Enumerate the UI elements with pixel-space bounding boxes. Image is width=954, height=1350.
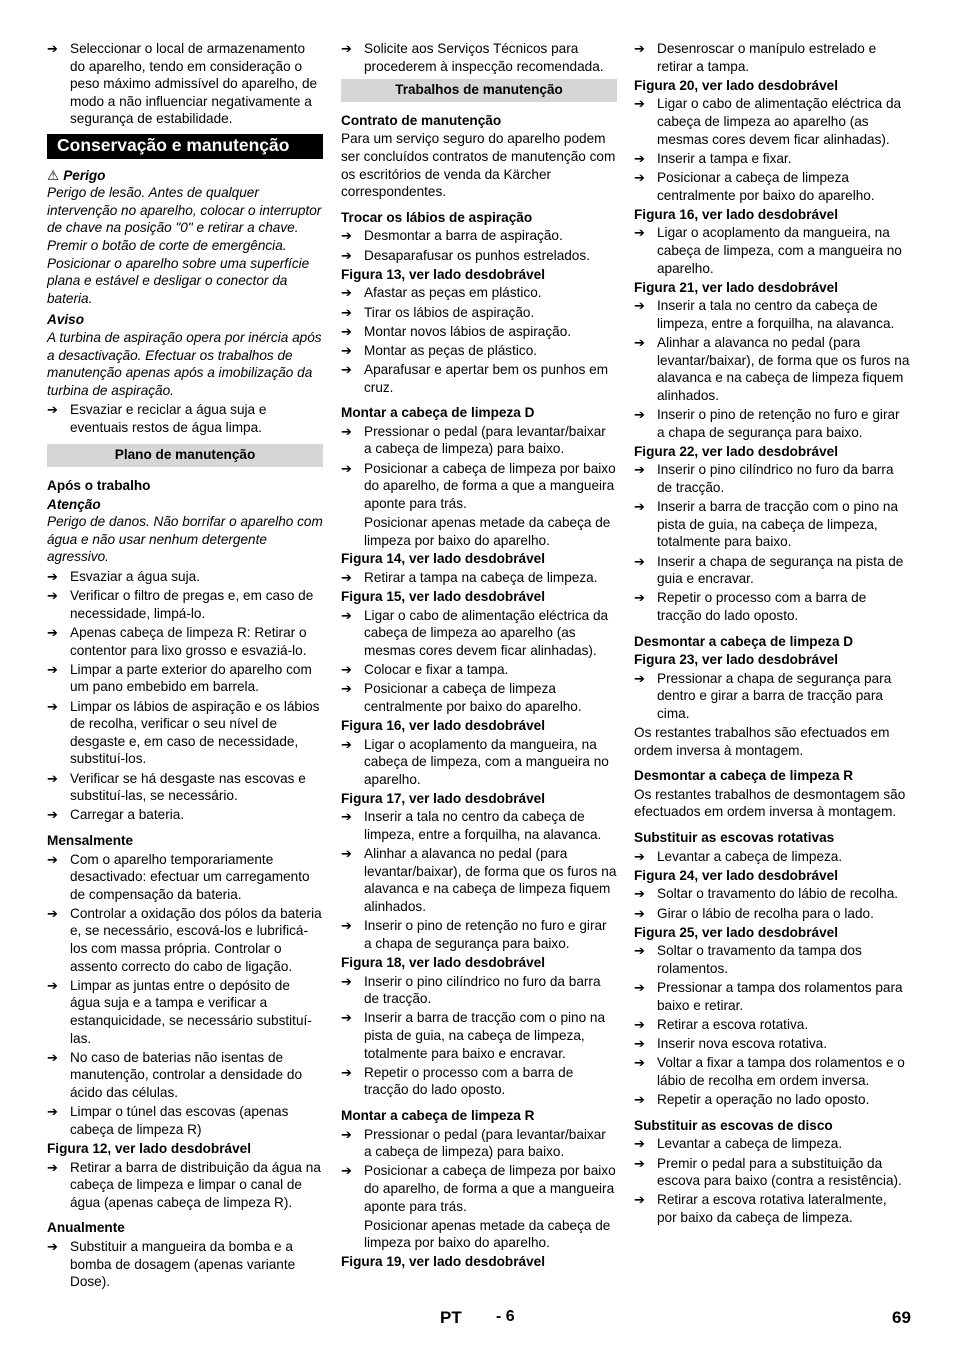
list-item: ➔ Retirar a escova rotativa. xyxy=(634,1016,910,1034)
list-item: ➔ Premir o pedal para a substituição da escova para baixo (contra a resistência). xyxy=(634,1155,910,1190)
figure-ref: Figura 24, ver lado desdobrável xyxy=(634,867,838,883)
list-item: ➔ Tirar os lábios de aspiração. xyxy=(341,304,617,322)
list-item: ➔ Desmontar a barra de aspiração. xyxy=(341,227,617,245)
warning-label: Perigo xyxy=(63,167,106,183)
list-item: ➔ Inserir a barra de tracção com o pino na pista de guia, na cabeça de limpeza, totalmente para baixo e encravar. xyxy=(341,1009,617,1062)
section-title: Conservação e manutenção xyxy=(47,134,323,159)
list-item: ➔ Com o aparelho temporariamente desactivado: efectuar um carregamento de compensação da bateria. xyxy=(47,851,323,904)
list-item: ➔ Inserir a tala no centro da cabeça de limpeza, entre a forquilha, na alavanca. xyxy=(341,808,617,843)
figure-ref: Figura 23, ver lado desdobrável xyxy=(634,652,838,668)
list-item: ➔ Inserir a tampa e fixar. xyxy=(634,150,910,168)
list-item: ➔ Ligar o acoplamento da mangueira, na cabeça de limpeza, com a mangueira no aparelho. xyxy=(634,224,910,277)
list-item: ➔ Substituir a mangueira da bomba e a bomba de dosagem (apenas variante Dose). xyxy=(47,1238,323,1291)
list-item: ➔ Soltar o travamento da tampa dos rolamentos. xyxy=(634,942,910,977)
heading: Desmontar a cabeça de limpeza R xyxy=(634,768,854,784)
list-item: ➔ Repetir o processo com a barra de tracção do lado oposto. xyxy=(341,1064,617,1099)
figure-ref: Figura 16, ver lado desdobrável xyxy=(634,206,838,222)
list-item: ➔ Inserir o pino cilíndrico no furo da barra de tracção. xyxy=(634,461,910,496)
list-item: ➔ Inserir o pino de retenção no furo e girar a chapa de segurança para baixo. xyxy=(634,406,910,441)
column-left xyxy=(47,40,323,1292)
list-item: ➔ Inserir o pino cilíndrico no furo da barra de tracção. xyxy=(341,973,617,1008)
list-item: ➔ Girar o lábio de recolha para o lado. xyxy=(634,905,910,923)
figure-ref: Figura 15, ver lado desdobrável xyxy=(341,588,545,604)
list-item: ➔ Inserir nova escova rotativa. xyxy=(634,1035,910,1053)
list-item: ➔ Apenas cabeça de limpeza R: Retirar o contentor para lixo grosso e esvaziá-lo. xyxy=(47,624,323,659)
list-item: ➔ Colocar e fixar a tampa. xyxy=(341,661,617,679)
caution-text: Perigo de danos. Não borrifar o aparelho com água e não usar nenhum detergente agressivo. xyxy=(47,514,323,565)
list-item: ➔ Inserir o pino de retenção no furo e girar a chapa de segurança para baixo. xyxy=(341,917,617,952)
subsection-title: Plano de manutenção xyxy=(47,444,323,467)
list-item: ➔ Ligar o cabo de alimentação eléctrica da cabeça de limpeza ao aparelho (as mesmas cores devem ficar alinhadas). xyxy=(341,607,617,660)
list-continuation: Posicionar apenas metade da cabeça de limpeza por baixo do aparelho. xyxy=(364,515,611,548)
list-item: ➔ Pressionar a tampa dos rolamentos para baixo e retirar. xyxy=(634,979,910,1014)
heading: Montar a cabeça de limpeza D xyxy=(341,405,535,421)
figure-ref: Figura 17, ver lado desdobrável xyxy=(341,790,545,806)
heading: Contrato de manutenção xyxy=(341,112,502,128)
list-item: ➔ No caso de baterias não isentas de manutenção, controlar a densidade do ácido das células. xyxy=(47,1049,323,1102)
figure-ref: Figura 16, ver lado desdobrável xyxy=(341,717,545,733)
list-item: ➔ Voltar a fixar a tampa dos rolamentos e o lábio de recolha em ordem inversa. xyxy=(634,1054,910,1089)
figure-ref: Figura 21, ver lado desdobrável xyxy=(634,279,838,295)
list-item: ➔ Solicite aos Serviços Técnicos para procederem à inspecção recomendada. xyxy=(341,40,617,75)
list-item: ➔ Retirar a tampa na cabeça de limpeza. xyxy=(341,569,617,587)
list-item: ➔ Desaparafusar os punhos estrelados. xyxy=(341,247,617,265)
list-item: ➔ Pressionar a chapa de segurança para dentro e girar a barra de tracção para cima. xyxy=(634,670,910,723)
list-item: ➔ Carregar a bateria. xyxy=(47,806,323,824)
list-item: ➔ Seleccionar o local de armazenamento do aparelho, tendo em consideração o peso máximo admissível do aparelho, de modo a não influenciar negativamente a segurança de estabilidade. xyxy=(47,40,323,128)
list-item: ➔ Repetir a operação no lado oposto. xyxy=(634,1091,910,1109)
heading: Mensalmente xyxy=(47,832,134,848)
notice-text: A turbina de aspiração opera por inércia após a desactivação. Efectuar os trabalhos de manutenção apenas após a imobilização da turbina de aspiração. xyxy=(47,329,322,398)
figure-ref: Figura 19, ver lado desdobrável xyxy=(341,1253,545,1269)
heading: Substituir as escovas rotativas xyxy=(634,830,835,846)
list-item: ➔ Pressionar o pedal (para levantar/baixar a cabeça de limpeza) para baixo. xyxy=(341,1126,617,1161)
list-item: ➔ Controlar a oxidação dos pólos da bateria e, se necessário, escová-los e lubrificá-los com massa própria. Controlar o assento correcto do cabo de ligação. xyxy=(47,905,323,975)
list-item: ➔ Limpar as juntas entre o depósito de água suja e a tampa e verificar a estanquicidade, se necessário substituí-las. xyxy=(47,977,323,1047)
column-middle xyxy=(341,40,617,1271)
list-item: ➔ Desenroscar o manípulo estrelado e retirar a tampa. xyxy=(634,40,910,75)
figure-ref: Figura 25, ver lado desdobrável xyxy=(634,924,838,940)
column-right xyxy=(634,40,910,1228)
heading: Trocar os lábios de aspiração xyxy=(341,209,533,225)
list-item: ➔ Posicionar a cabeça de limpeza centralmente por baixo do aparelho. xyxy=(634,169,910,204)
figure-ref: Figura 13, ver lado desdobrável xyxy=(341,266,545,282)
paragraph: Para um serviço seguro do aparelho podem ser concluídos contratos de manutenção com os escritórios de venda da Kärcher correspondentes. xyxy=(341,131,616,200)
list-item: ➔ Aparafusar e apertar bem os punhos em cruz. xyxy=(341,361,617,396)
list-item: ➔ Limpar os lábios de aspiração e os lábios de recolha, verificar o seu nível de desgaste e, em caso de necessidade, substituí-los. xyxy=(47,698,323,768)
list-item: ➔ Levantar a cabeça de limpeza. xyxy=(634,1135,910,1153)
figure-ref: Figura 12, ver lado desdobrável xyxy=(47,1140,251,1156)
heading: Substituir as escovas de disco xyxy=(634,1117,833,1133)
list-item: ➔ Alinhar a alavanca no pedal (para levantar/baixar), de forma que os furos na alavanca e na cabeça de limpeza fiquem alinhados. xyxy=(341,845,617,915)
list-item: ➔ Verificar o filtro de pregas e, em caso de necessidade, limpá-lo. xyxy=(47,587,323,622)
notice-label: Aviso xyxy=(47,312,85,328)
figure-ref: Figura 22, ver lado desdobrável xyxy=(634,443,838,459)
page-number: 69 xyxy=(892,1308,911,1327)
list-item: ➔ Ligar o cabo de alimentação eléctrica da cabeça de limpeza ao aparelho (as mesmas cores devem ficar alinhadas). xyxy=(634,95,910,148)
figure-ref: Figura 18, ver lado desdobrável xyxy=(341,955,545,970)
list-item: ➔ Montar as peças de plástico. xyxy=(341,342,617,360)
heading: Desmontar a cabeça de limpeza D xyxy=(634,633,854,649)
heading: Montar a cabeça de limpeza R xyxy=(341,1107,535,1123)
heading: Após o trabalho xyxy=(47,478,151,494)
warning-triangle-icon: ⚠ xyxy=(47,167,60,183)
warning-heading xyxy=(47,167,323,185)
subsection-title: Trabalhos de manutenção xyxy=(341,79,617,102)
warning-text: Perigo de lesão. Antes de qualquer intervenção no aparelho, colocar o interruptor de chave na posição "0" e retirar a chave. Premir o botão de corte de emergência. Posicionar o aparelho sobre uma superfície plana e estável e desligar o conector da bateria. xyxy=(47,185,322,306)
list-item: ➔ Repetir o processo com a barra de tracção do lado oposto. xyxy=(634,589,910,624)
list-item: ➔ Retirar a barra de distribuição da água na cabeça de limpeza e limpar o canal de água (apenas cabeça de limpeza R). xyxy=(47,1159,323,1212)
list-item: ➔ Ligar o acoplamento da mangueira, na cabeça de limpeza, com a mangueira no aparelho. xyxy=(341,736,617,789)
heading: Anualmente xyxy=(47,1220,125,1236)
list-item: ➔ Esvaziar a água suja. xyxy=(47,568,323,586)
figure-ref: Figura 20, ver lado desdobrável xyxy=(634,77,838,93)
list-item: ➔ Alinhar a alavanca no pedal (para levantar/baixar), de forma que os furos na alavanca e na cabeça de limpeza fiquem alinhados. xyxy=(634,334,910,404)
list-item: ➔ Inserir a tala no centro da cabeça de limpeza, entre a forquilha, na alavanca. xyxy=(634,297,910,332)
list-item: ➔ Montar novos lábios de aspiração. xyxy=(341,323,617,341)
paragraph: Os restantes trabalhos são efectuados em ordem inversa à montagem. xyxy=(634,725,890,758)
footer-page-sub: - 6 xyxy=(496,1308,515,1325)
list-item: ➔ Limpar a parte exterior do aparelho com um pano embebido em barrela. xyxy=(47,661,323,696)
list-item: ➔ Levantar a cabeça de limpeza. xyxy=(634,848,910,866)
list-continuation: Posicionar apenas metade da cabeça de limpeza por baixo do aparelho. xyxy=(364,1217,611,1251)
list-item: ➔ Verificar se há desgaste nas escovas e substituí-las, se necessário. xyxy=(47,770,323,805)
list-item: ➔ Esvaziar e reciclar a água suja e eventuais restos de água limpa. xyxy=(47,401,323,436)
list-item: ➔ Posicionar a cabeça de limpeza centralmente por baixo do aparelho. xyxy=(341,680,617,715)
list-item: ➔ Inserir a chapa de segurança na pista de guia e encravar. xyxy=(634,553,910,588)
caution-label: Atenção xyxy=(47,496,101,512)
list-item: ➔ Posicionar a cabeça de limpeza por baixo do aparelho, de forma a que a mangueira aponte para trás. xyxy=(341,460,617,513)
list-item: ➔ Posicionar a cabeça de limpeza por baixo do aparelho, de forma a que a mangueira aponte para trás. xyxy=(341,1162,617,1215)
list-item: ➔ Inserir a barra de tracção com o pino na pista de guia, na cabeça de limpeza, totalmente para baixo. xyxy=(634,498,910,551)
list-item: ➔ Limpar o túnel das escovas (apenas cabeça de limpeza R) xyxy=(47,1103,323,1138)
list-item: ➔ Soltar o travamento do lábio de recolha. xyxy=(634,885,910,903)
paragraph: Os restantes trabalhos de desmontagem são efectuados em ordem inversa à montagem. xyxy=(634,786,906,820)
list-item: ➔ Pressionar o pedal (para levantar/baixar a cabeça de limpeza) para baixo. xyxy=(341,423,617,458)
footer-language: PT xyxy=(440,1308,462,1327)
figure-ref: Figura 14, ver lado desdobrável xyxy=(341,551,545,567)
list-item: ➔ Afastar as peças em plástico. xyxy=(341,284,617,302)
list-item: ➔ Retirar a escova rotativa lateralmente, por baixo da cabeça de limpeza. xyxy=(634,1191,910,1226)
